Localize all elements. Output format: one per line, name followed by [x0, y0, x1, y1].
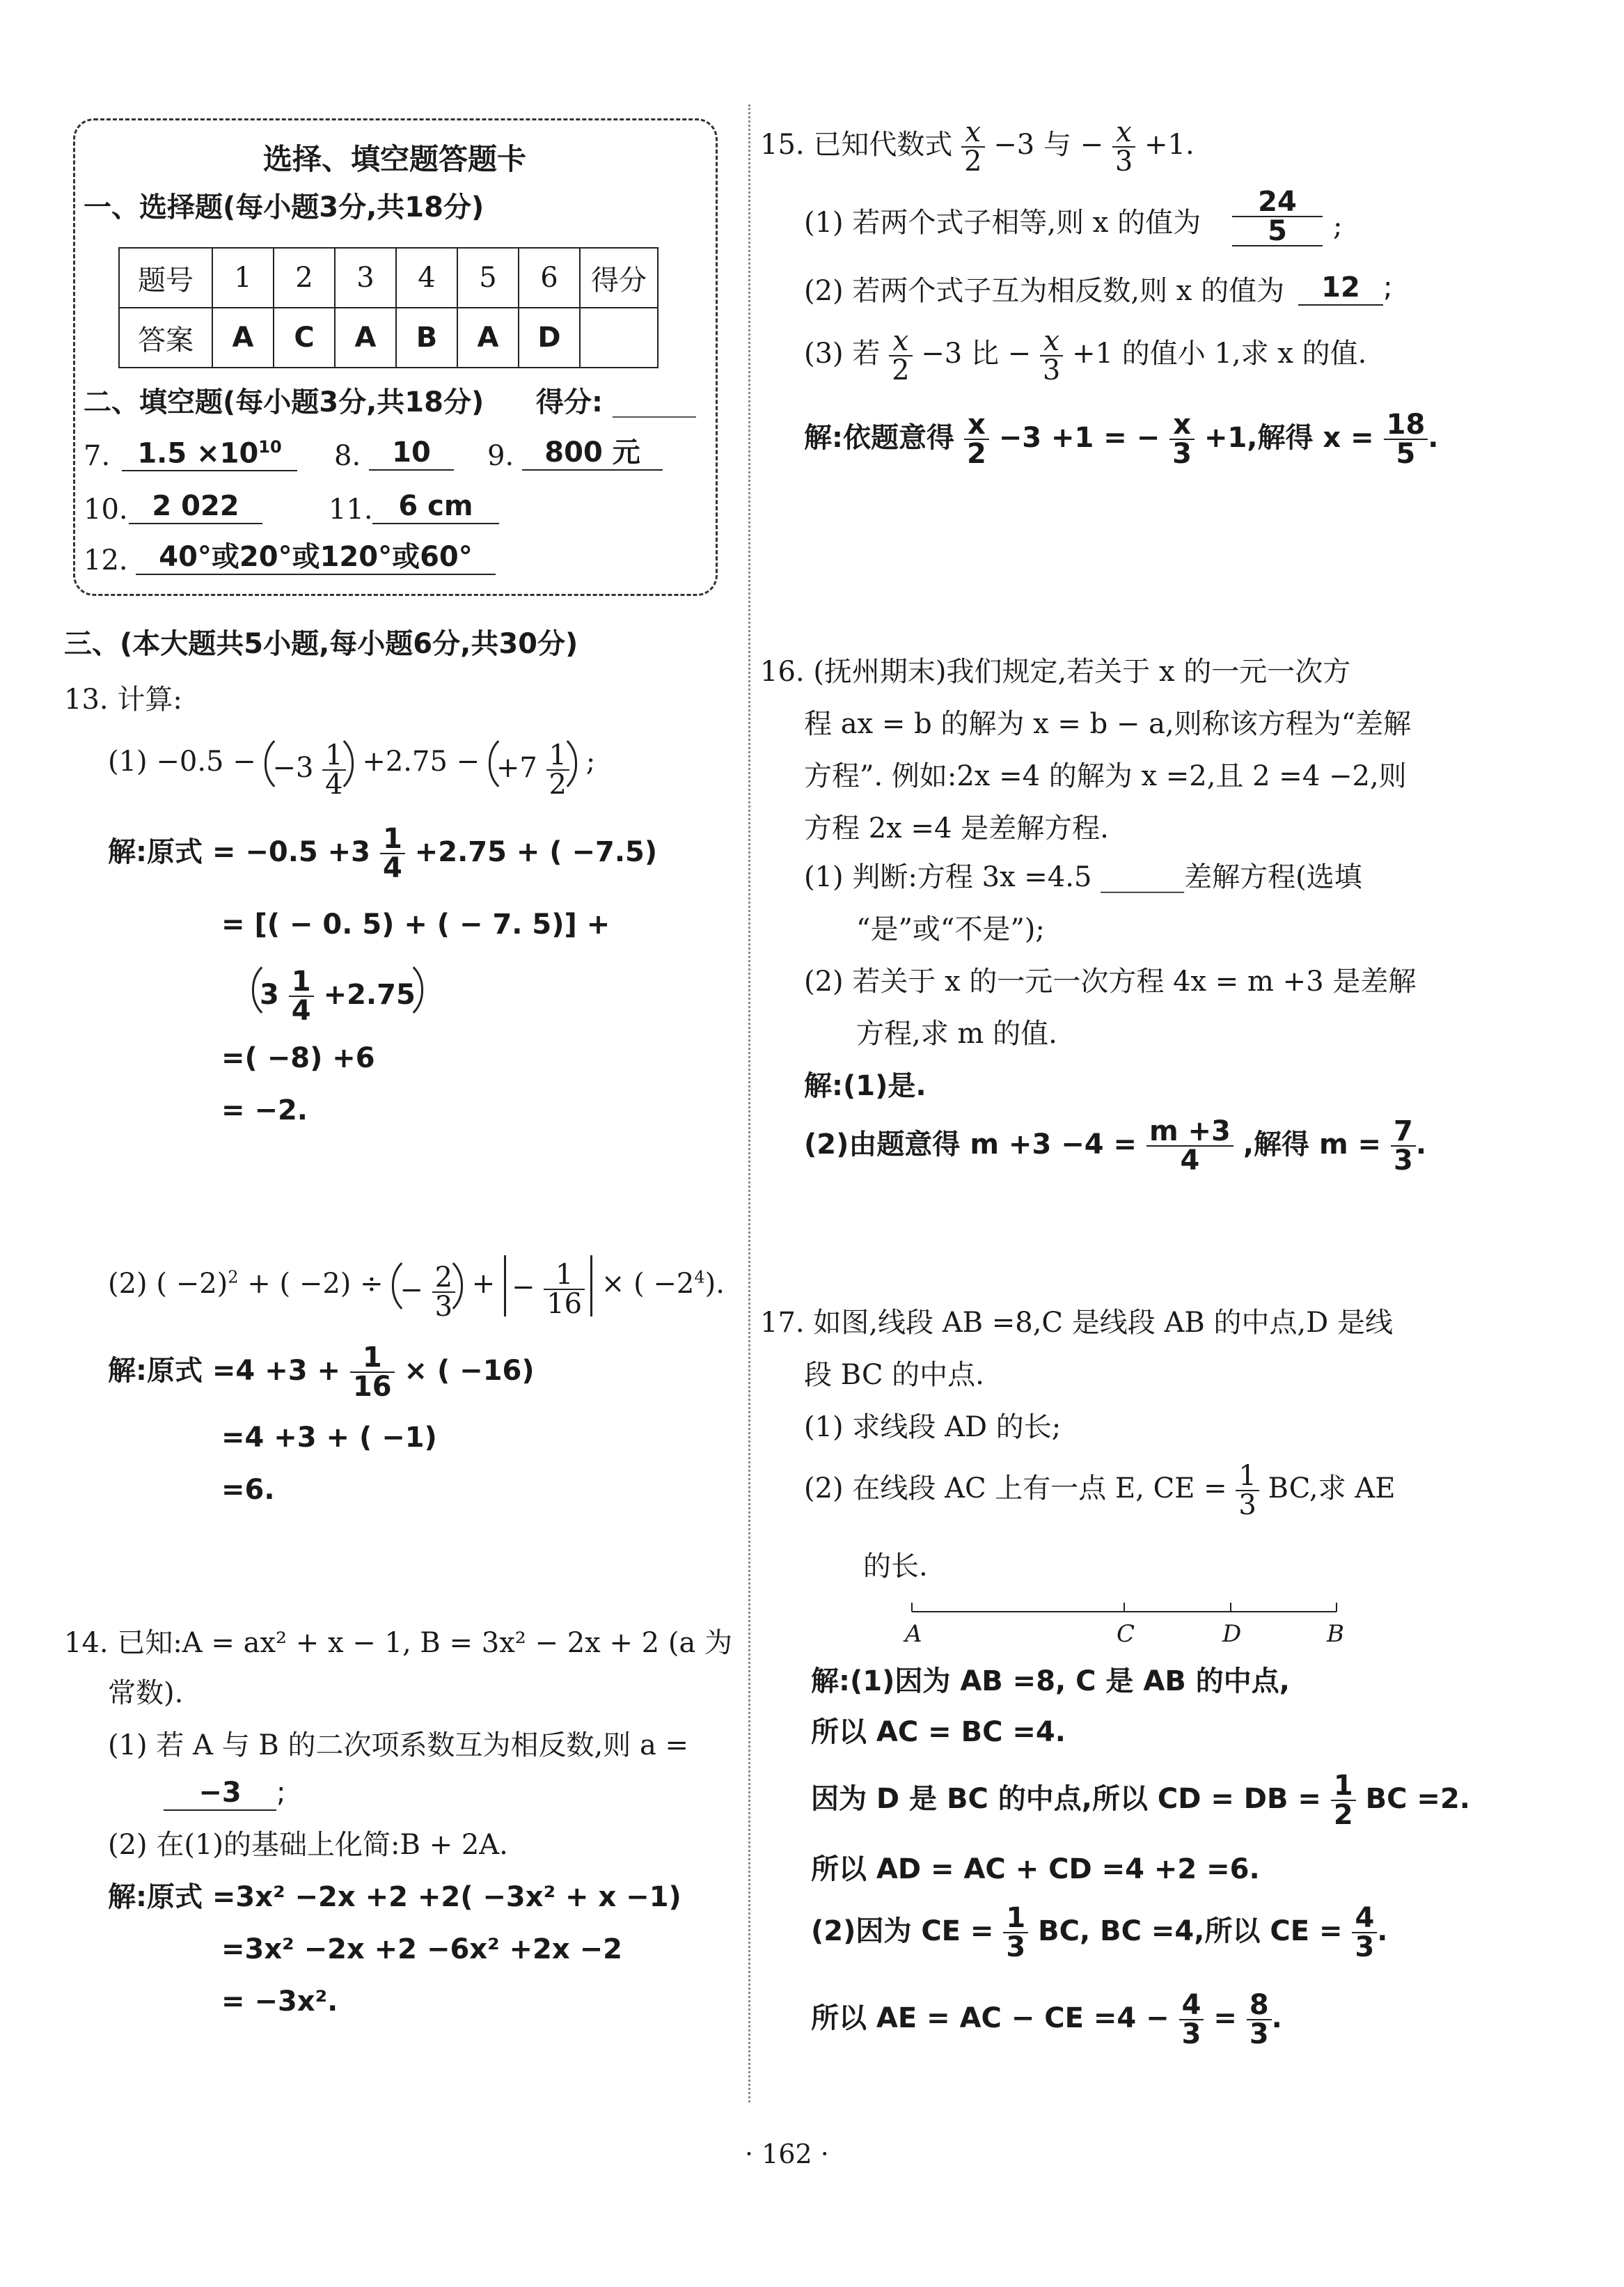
q15-l1a: 15. 已知代数式	[760, 129, 953, 161]
q15-p1-answer	[1232, 188, 1323, 246]
fraction	[1232, 188, 1323, 246]
table-row	[119, 308, 658, 368]
fraction: $\frac{x}{2}$	[964, 411, 989, 468]
q17-sol5	[811, 1904, 1387, 1961]
q13-p1	[108, 731, 596, 801]
q17-p2	[804, 1462, 1395, 1519]
fraction: $\frac{1}{16}$	[350, 1344, 395, 1401]
q13-p1-sol1b: +2.75 + ( −7.5)	[414, 836, 658, 868]
q17-sol1: 解:(1)因为 AB =8, C 是 AB 的中点,	[811, 1665, 1290, 1697]
q13-p2-tail: × ( −2	[601, 1268, 695, 1300]
q13-p1-sol1a: 解:原式 = −0.5 +3	[108, 836, 371, 868]
q13-p1-m2: +7	[496, 752, 537, 784]
q17-sol6b: =	[1213, 2002, 1237, 2034]
q13-p2-mid2: +	[471, 1268, 496, 1300]
table-cell: B	[396, 308, 457, 368]
q17-sol2: 所以 AC = BC =4.	[811, 1716, 1066, 1748]
q15-p1-num: 24	[1232, 188, 1323, 217]
fraction: $\frac{1}{4}$	[289, 968, 314, 1025]
q14-line5: (2) 在(1)的基础上化简:B + 2A.	[108, 1829, 508, 1861]
q13-p1-sol3	[252, 957, 423, 1027]
q15-p1-tail: ;	[1333, 210, 1343, 242]
q15-p3c: +1 的值小 1,求 x 的值.	[1072, 338, 1367, 370]
fraction: $\frac{1}{4}$	[322, 741, 345, 799]
label-b: B	[1327, 1620, 1344, 1648]
q14-answer-text: −3	[164, 1779, 276, 1811]
fraction: $\frac{x}{3}$	[1169, 411, 1195, 468]
q16-p1: (1) 判断:方程 3x =4.5 ______差解方程(选填	[804, 861, 1362, 893]
q10-answer-text: 2 022	[129, 492, 262, 524]
answer-table	[118, 247, 659, 368]
q14-answer	[164, 1779, 285, 1811]
q15-l1c: +1.	[1144, 129, 1195, 161]
q15-p3a: (3) 若	[804, 338, 881, 370]
q15-solb: −3 +1 = −	[998, 422, 1160, 454]
q9-label: 9.	[487, 440, 514, 472]
q13-title: 13. 计算:	[64, 684, 182, 716]
table-cell: 题号	[119, 248, 212, 308]
q13-p2-tail2: ).	[704, 1268, 725, 1300]
column-divider	[748, 104, 750, 2103]
q17-sol6c: .	[1271, 2002, 1282, 2034]
abs-value: − $\frac{1}{16}$	[504, 1255, 592, 1317]
q13-p2-exp2: 4	[694, 1267, 705, 1287]
paren	[252, 957, 423, 1027]
label-a: A	[905, 1620, 922, 1648]
q15-p3b: −3 比 −	[921, 338, 1032, 370]
fraction: $\frac{x}{2}$	[889, 327, 912, 384]
fraction: $\frac{1}{3}$	[1003, 1904, 1028, 1961]
fraction: $\frac{4}{3}$	[1352, 1904, 1377, 1961]
q13-p2-sol1	[108, 1344, 535, 1401]
table-cell: 4	[396, 248, 457, 308]
q17-p2a: (2) 在线段 AC 上有一点 E, CE =	[804, 1472, 1227, 1504]
q13-p2-sol1a: 解:原式 =4 +3 +	[108, 1355, 340, 1387]
q13-p1-tail: ;	[585, 746, 596, 778]
q7-answer-exponent: 10	[258, 437, 282, 457]
table-cell: 3	[335, 248, 396, 308]
q15-p2-tail: ;	[1383, 272, 1393, 304]
table-cell: A	[457, 308, 519, 368]
section3-heading: 三、(本大题共5小题,每小题6分,共30分)	[64, 628, 578, 660]
fill-section-heading: 二、填空题(每小题3分,共18分)	[84, 386, 484, 418]
q15-solc: +1,解得 x =	[1204, 422, 1374, 454]
q10-answer	[129, 492, 262, 524]
q16-line2: 程 ax = b 的解为 x = b − a,则称该方程为“差解	[804, 708, 1412, 740]
q11-answer	[372, 492, 499, 524]
table-cell: 5	[457, 248, 519, 308]
q12-answer	[136, 543, 496, 575]
answer-card-title: 选择、填空题答题卡	[263, 142, 527, 176]
q13-p2	[108, 1253, 725, 1323]
q14-sol2: =3x² −2x +2 −6x² +2x −2	[221, 1933, 622, 1965]
q11-answer-text: 6 cm	[372, 492, 499, 524]
fraction: $\frac{m +3}{4}$	[1146, 1117, 1233, 1174]
q13-p1-sol1	[108, 825, 657, 882]
q14-line3: (1) 若 A 与 B 的二次项系数互为相反数,则 a =	[108, 1729, 689, 1761]
q7-answer	[122, 439, 297, 471]
label-c: C	[1117, 1620, 1135, 1648]
q17-sol3b: BC =2.	[1365, 1783, 1470, 1815]
q13-p2-sol2: =4 +3 + ( −1)	[221, 1422, 437, 1454]
q13-p1-m1: −3	[272, 752, 314, 784]
q17-sol4: 所以 AD = AC + CD =4 +2 =6.	[811, 1853, 1260, 1885]
q15-line1	[760, 116, 1195, 178]
q16-sol2b: ,解得 m =	[1243, 1129, 1382, 1161]
label-d: D	[1222, 1620, 1242, 1648]
q16-sol2a: (2)由题意得 m +3 −4 =	[804, 1129, 1137, 1161]
q13-p2-sol3: =6.	[221, 1474, 275, 1506]
table-cell	[580, 308, 658, 368]
q14-sol3: = −3x².	[221, 1986, 338, 2018]
q17-sol3	[811, 1772, 1470, 1829]
fraction: $\frac{1}{2}$	[1331, 1772, 1356, 1829]
q17-p1: (1) 求线段 AD 的长;	[804, 1411, 1062, 1443]
page-number: · 162 ·	[745, 2139, 829, 2169]
q7-label: 7.	[84, 440, 111, 472]
q13-p1-sol2: = [( − 0. 5) + ( − 7. 5)] +	[221, 909, 610, 941]
q16-sol2c: .	[1415, 1129, 1427, 1161]
fraction: $\frac{4}{3}$	[1179, 1991, 1204, 2048]
q13-p1-sol5: = −2.	[221, 1094, 308, 1126]
q13-p2-sol1b: × ( −16)	[404, 1355, 535, 1387]
q8-answer	[369, 439, 454, 471]
q13-p1-head: (1) −0.5 −	[108, 746, 256, 778]
q16-line4: 方程 2x =4 是差解方程.	[804, 812, 1109, 844]
q9-answer	[522, 439, 663, 471]
q15-sold: .	[1428, 422, 1439, 454]
q16-line3: 方程”. 例如:2x =4 的解为 x =2,且 2 =4 −2,则	[804, 760, 1407, 792]
q14-sol1: 解:原式 =3x² −2x +2 +2( −3x² + x −1)	[108, 1881, 681, 1913]
q17-sol5b: BC, BC =4,所以 CE =	[1038, 1915, 1343, 1947]
paren	[489, 731, 577, 801]
q8-answer-text: 10	[369, 439, 454, 471]
fraction: $\frac{x}{2}$	[961, 118, 984, 175]
q15-p1-den: 5	[1268, 215, 1287, 247]
q15-p2-answer	[1298, 274, 1392, 306]
q17-sol6	[811, 1991, 1282, 2048]
q17-line2: 段 BC 的中点.	[804, 1359, 984, 1391]
q11-label: 11.	[329, 494, 373, 526]
q15-solution	[804, 411, 1438, 468]
table-cell: 答案	[119, 308, 212, 368]
paren: − $\frac{2}{3}$	[392, 1253, 463, 1319]
q17-sol5c: .	[1377, 1915, 1388, 1947]
q17-sol6a: 所以 AE = AC − CE =4 −	[811, 2002, 1169, 2034]
q16-p2: (2) 若关于 x 的一元一次方程 4x = m +3 是差解	[804, 966, 1417, 998]
q14-line2: 常数).	[108, 1677, 184, 1709]
table-cell: A	[212, 308, 274, 368]
choice-section-heading: 一、选择题(每小题3分,共18分)	[84, 191, 484, 223]
q10-label: 10.	[84, 494, 128, 526]
q17-p2c: 的长.	[863, 1550, 928, 1582]
q17-line1: 17. 如图,线段 AB =8,C 是线段 AB 的中点,D 是线	[760, 1307, 1393, 1339]
q16-line1: 16. (抚州期末)我们规定,若关于 x 的一元一次方	[760, 656, 1351, 688]
fraction: $\frac{2}{3}$	[432, 1264, 455, 1321]
q17-sol5a: (2)因为 CE =	[811, 1915, 994, 1947]
q17-sol3a: 因为 D 是 BC 的中点,所以 CD = DB =	[811, 1783, 1321, 1815]
q14-line1: 14. 已知:A = ax² + x − 1, B = 3x² − 2x + 2 (a 为	[64, 1627, 733, 1659]
q15-p2: (2) 若两个式子互为相反数,则 x 的值为	[804, 275, 1285, 307]
q15-l1b: −3 与 −	[993, 129, 1104, 161]
table-cell: D	[519, 308, 580, 368]
q13-p1-sol3a: 3	[260, 979, 279, 1011]
fraction: $\frac{18}{5}$	[1384, 411, 1428, 468]
q13-p2-exp1: 2	[228, 1267, 239, 1287]
q13-p2-mid: + ( −2) ÷	[247, 1268, 384, 1300]
table-cell: 1	[212, 248, 274, 308]
q14-answer-tail: ;	[276, 1777, 286, 1809]
paren	[265, 731, 353, 801]
q17-p2b: BC,求 AE	[1268, 1472, 1396, 1504]
q13-p1-sol3b: +2.75	[323, 979, 416, 1011]
fraction: $\frac{x}{3}$	[1112, 118, 1135, 175]
table-cell: A	[335, 308, 396, 368]
fraction: $\frac{x}{3}$	[1040, 327, 1063, 384]
table-cell: C	[274, 308, 335, 368]
q8-label: 8.	[334, 440, 361, 472]
q7-answer-base: 1.5 ×10	[137, 437, 259, 470]
q9-answer-text: 800 元	[522, 439, 663, 471]
fraction: $\frac{1}{2}$	[546, 741, 569, 799]
q16-sol1: 解:(1)是.	[804, 1070, 927, 1102]
q12-answer-text: 40°或20°或120°或60°	[136, 543, 496, 575]
q15-p3	[804, 327, 1366, 384]
q15-p2-answer-text: 12	[1298, 274, 1383, 306]
q13-p1-mid: +2.75 −	[362, 746, 480, 778]
fraction: $\frac{1}{3}$	[1236, 1462, 1259, 1519]
score-blank	[613, 416, 696, 418]
fraction: $\frac{1}{4}$	[380, 825, 405, 882]
q13-p1-sol4: =( −8) +6	[221, 1042, 375, 1074]
q16-sol2	[804, 1115, 1427, 1177]
table-cell: 2	[274, 248, 335, 308]
table-cell: 得分	[580, 248, 658, 308]
fraction: $\frac{7}{3}$	[1391, 1117, 1416, 1174]
q16-p1b: “是”或“不是”);	[856, 913, 1045, 945]
q16-p2b: 方程,求 m 的值.	[856, 1018, 1057, 1050]
fraction: $\frac{8}{3}$	[1247, 1991, 1272, 2048]
q15-p1: (1) 若两个式子相等,则 x 的值为	[804, 207, 1201, 239]
q15-sola: 解:依题意得	[804, 422, 954, 454]
table-row	[119, 248, 658, 308]
q13-p2-head: (2) ( −2)	[108, 1268, 228, 1300]
table-cell: 6	[519, 248, 580, 308]
score-label: 得分:	[536, 386, 603, 418]
fraction: $\frac{1}{16}$	[544, 1261, 585, 1318]
q12-label: 12.	[84, 544, 128, 576]
